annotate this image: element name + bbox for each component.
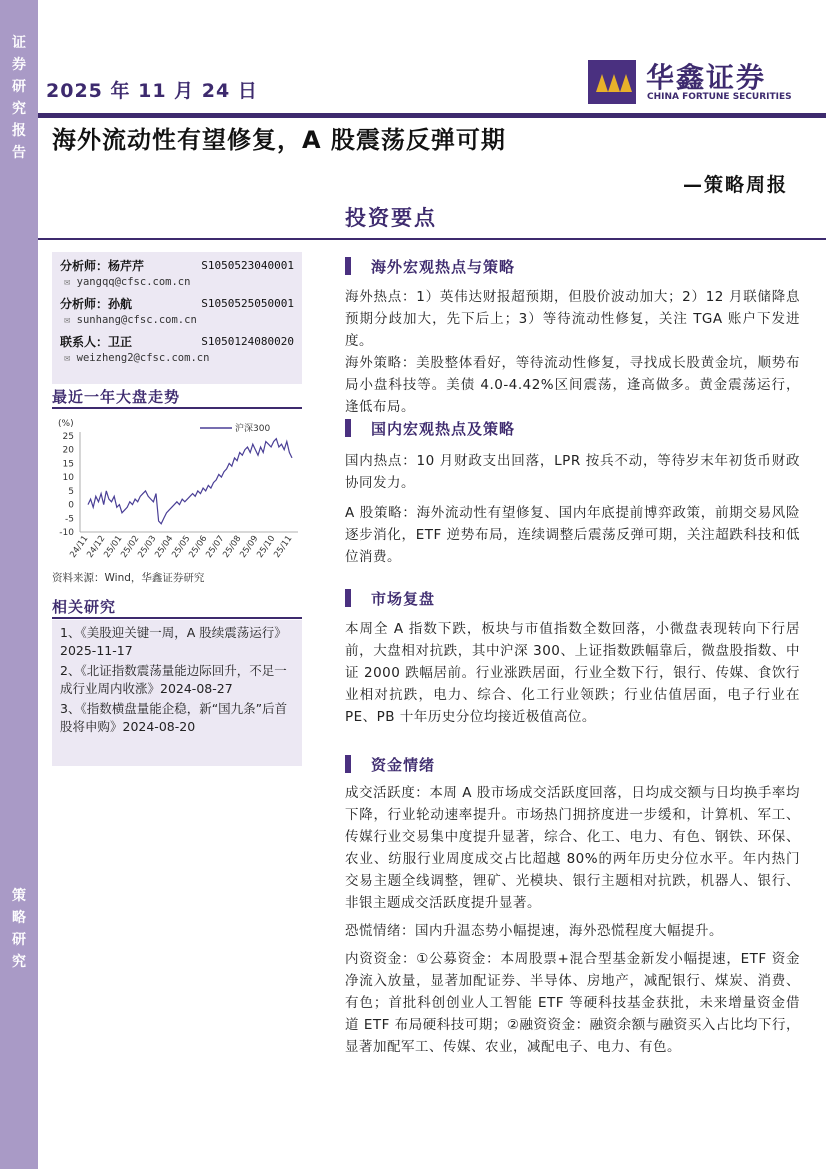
section-marker	[345, 755, 351, 773]
report-title: 海外流动性有望修复，A 股震荡反弹可期	[52, 126, 506, 154]
x-tick-label: 24/11	[68, 533, 91, 560]
y-tick-label: 15	[62, 459, 74, 470]
company-logo	[588, 54, 808, 110]
left-column	[52, 240, 302, 1169]
related-rule	[52, 617, 302, 619]
series-line	[88, 439, 292, 524]
header-divider	[38, 113, 826, 118]
paragraph: 本周全 A 指数下跌，板块与市值指数全数回落，小微盘表现转向下行居前，大盘相对抗跌，其中沪深 300、上证指数跌幅靠后，微盘股指数、中证 2000 跌幅居前。行业涨跌居面，行业全数下行，银行、传媒、食饮行业相对抗跌，电力、综合、化工行业领跌；行业估值居面，电子行业在 PE、PB 十年历史分位均接近极值高位。	[345, 621, 800, 725]
chart-source: 资料来源：Wind，华鑫证券研究	[52, 572, 205, 584]
x-tick-label: 25/11	[272, 533, 295, 560]
x-tick-label: 25/09	[238, 533, 261, 560]
report-subtitle: —策略周报	[682, 174, 788, 196]
x-tick-label: 25/01	[102, 533, 125, 560]
index-trend-chart	[52, 412, 302, 580]
paragraph: 恐慌情绪：国内升温态势小幅提速，海外恐慌程度大幅提升。	[345, 923, 723, 939]
y-tick-label: 10	[62, 473, 74, 484]
analyst-box	[52, 252, 302, 384]
y-tick-label: 0	[68, 500, 74, 511]
related-item[interactable]: 1、《美股迎关键一周，A 股续震荡运行》2025-11-17	[60, 625, 287, 658]
x-tick-label: 25/02	[119, 533, 142, 560]
x-tick-label: 25/06	[187, 533, 210, 560]
x-tick-label: 25/04	[153, 533, 176, 560]
report-date: 2025 年 11 月 24 日	[46, 80, 258, 102]
paragraph: 成交活跃度：本周 A 股市场成交活跃度回落，日均成交额与日均换手率均下降，行业轮动速率提升。市场热门拥挤度进一步缓和，计算机、军工、传媒行业交易集中度提升显著，综合、化工、电力、有色、钢铁、环保、农业、纺服行业周度成交占比超越 80%的两年历史分位水平。年内热门交易主题全线调整，锂矿、光模块、银行主题相对抗跌，机器人、银行、非银主题成交活跃度提升显著。	[345, 785, 800, 911]
related-title: 相关研究	[52, 598, 117, 616]
sidebar-label-strategy: 策 略 研 究	[12, 888, 26, 970]
y-tick-label: 20	[62, 445, 74, 456]
x-tick-label: 25/10	[255, 533, 278, 560]
y-tick-label: 25	[62, 432, 74, 442]
paragraph: 国内热点：10 月财政支出回落，LPR 按兵不动，等待岁末年初货币财政协同发力。	[345, 453, 800, 491]
paragraph: 内资资金：①公募资金：本周股票+混合型基金新发小幅提速，ETF 资金净流入放量，显著加配证券、半导体、房地产，减配银行、煤炭、消费、有色；首批科创创业人工智能 ETF 等硬科技基金获批，未来增量资金借道 ETF 布局硬科技可期；②融资资金：融资余额与融资买入占比均下行，显著加配军工、传媒、农业，减配电子、电力、有色。	[345, 951, 800, 1055]
logo-mark-icon	[588, 60, 636, 104]
x-tick-label: 25/07	[204, 533, 227, 560]
analyst-email[interactable]: ✉ yangqq@cfsc.com.cn	[60, 274, 294, 290]
contact-row: 联系人：卫正 S1050124080020	[60, 335, 294, 349]
chart-svg	[52, 412, 302, 580]
paragraph: 海外策略：美股整体看好，等待流动性修复，寻找成长股黄金坑，顺势布局小盘科技等。美债 4.0-4.42%区间震荡，逢高做多。黄金震荡运行，逢低布局。	[345, 355, 800, 415]
related-item[interactable]: 3、《指数横盘量能企稳，新“国九条”后首股将申购》2024-08-20	[60, 701, 288, 734]
x-tick-label: 25/08	[221, 533, 244, 560]
section-marker	[345, 419, 351, 437]
chart-section-title: 最近一年大盘走势	[52, 388, 181, 406]
analyst-row: 分析师：孙航 S1050525050001	[60, 297, 294, 311]
section-market-review	[345, 586, 800, 728]
y-tick-label: 5	[68, 486, 74, 497]
section-heading: 资金情绪	[371, 755, 436, 774]
analyst-row: 分析师：杨芹芹 S1050523040001	[60, 259, 294, 273]
logo-text-en: CHINA FORTUNE SECURITIES	[647, 92, 792, 102]
section-overseas	[345, 254, 800, 418]
section-heading: 海外宏观热点与策略	[371, 257, 516, 276]
paragraph: A 股策略：海外流动性有望修复、国内年底提前博弈政策，前期交易风险逐步消化，ETF 逆势布局，连续调整后震荡反弹可期，关注超跌科技和低位消费。	[345, 505, 800, 565]
left-sidebar	[0, 0, 38, 1169]
x-tick-label: 25/05	[170, 533, 193, 560]
section-heading: 市场复盘	[371, 589, 436, 608]
related-research-box	[52, 620, 302, 766]
x-tick-label: 25/03	[136, 533, 159, 560]
contact-email[interactable]: ✉ weizheng2@cfsc.com.cn	[60, 350, 294, 366]
y-tick-label: -5	[65, 514, 74, 525]
x-tick-label: 24/12	[85, 533, 108, 560]
chart-section-rule	[52, 407, 302, 409]
section-domestic	[345, 416, 800, 568]
section-marker	[345, 589, 351, 607]
y-tick-label: -10	[59, 528, 74, 538]
y-axis-unit: (%)	[58, 419, 74, 429]
paragraph: 海外热点：1）英伟达财报超预期，但股价波动加大；2）12 月联储降息预期分歧加大，先下后上；3）等待流动性修复，关注 TGA 账户下发进度。	[345, 289, 800, 349]
section-title-key-points: 投资要点	[345, 206, 437, 230]
logo-text-cn: 华鑫证券	[646, 61, 767, 94]
sidebar-label-report: 证 券 研 究 报 告	[12, 35, 26, 161]
section-fund-sentiment	[345, 752, 800, 1058]
related-item[interactable]: 2、《北证指数震荡量能边际回升，不足一成行业周内收涨》2024-08-27	[60, 663, 287, 696]
analyst-email[interactable]: ✉ sunhang@cfsc.com.cn	[60, 312, 294, 328]
section-marker	[345, 257, 351, 275]
legend-label: 沪深300	[235, 424, 271, 434]
section-heading: 国内宏观热点及策略	[371, 419, 516, 438]
